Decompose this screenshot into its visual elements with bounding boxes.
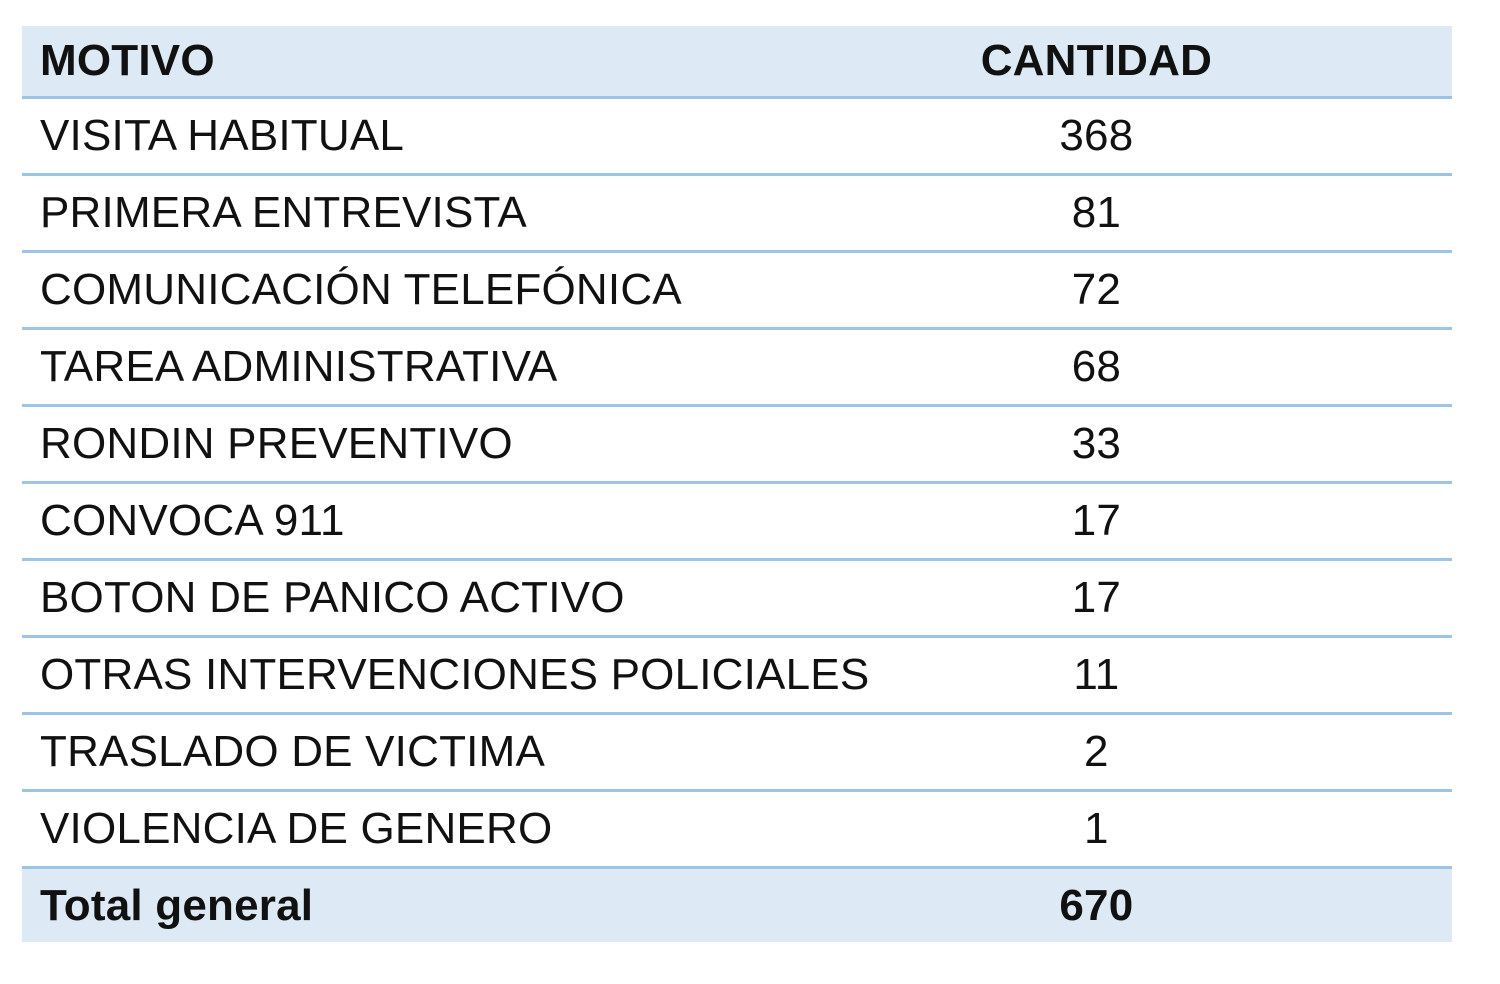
row-cantidad: 1 [931,791,1452,868]
row-motivo: COMUNICACIÓN TELEFÓNICA [22,252,931,329]
row-cantidad: 11 [931,637,1452,714]
row-motivo: VIOLENCIA DE GENERO [22,791,931,868]
table-header-row [22,26,1452,98]
table-row [22,329,1452,406]
row-motivo: RONDIN PREVENTIVO [22,406,931,483]
row-cantidad: 17 [931,560,1452,637]
table-row [22,791,1452,868]
header-motivo: MOTIVO [22,26,931,98]
row-cantidad: 68 [931,329,1452,406]
table-row [22,714,1452,791]
motivo-cantidad-table [22,26,1452,942]
row-cantidad: 17 [931,483,1452,560]
row-motivo: PRIMERA ENTREVISTA [22,175,931,252]
row-motivo: TRASLADO DE VICTIMA [22,714,931,791]
header-cantidad: CANTIDAD [931,26,1452,98]
row-motivo: OTRAS INTERVENCIONES POLICIALES [22,637,931,714]
row-motivo: BOTON DE PANICO ACTIVO [22,560,931,637]
total-row [22,868,1452,943]
total-label: Total general [22,868,931,943]
row-motivo: TAREA ADMINISTRATIVA [22,329,931,406]
row-cantidad: 81 [931,175,1452,252]
row-cantidad: 2 [931,714,1452,791]
row-cantidad: 33 [931,406,1452,483]
total-cantidad: 670 [931,868,1452,943]
table-row [22,175,1452,252]
row-cantidad: 72 [931,252,1452,329]
table-row [22,560,1452,637]
table-row [22,98,1452,175]
table-row [22,637,1452,714]
row-cantidad: 368 [931,98,1452,175]
row-motivo: VISITA HABITUAL [22,98,931,175]
table-row [22,483,1452,560]
table-row [22,406,1452,483]
row-motivo: CONVOCA 911 [22,483,931,560]
table-row [22,252,1452,329]
